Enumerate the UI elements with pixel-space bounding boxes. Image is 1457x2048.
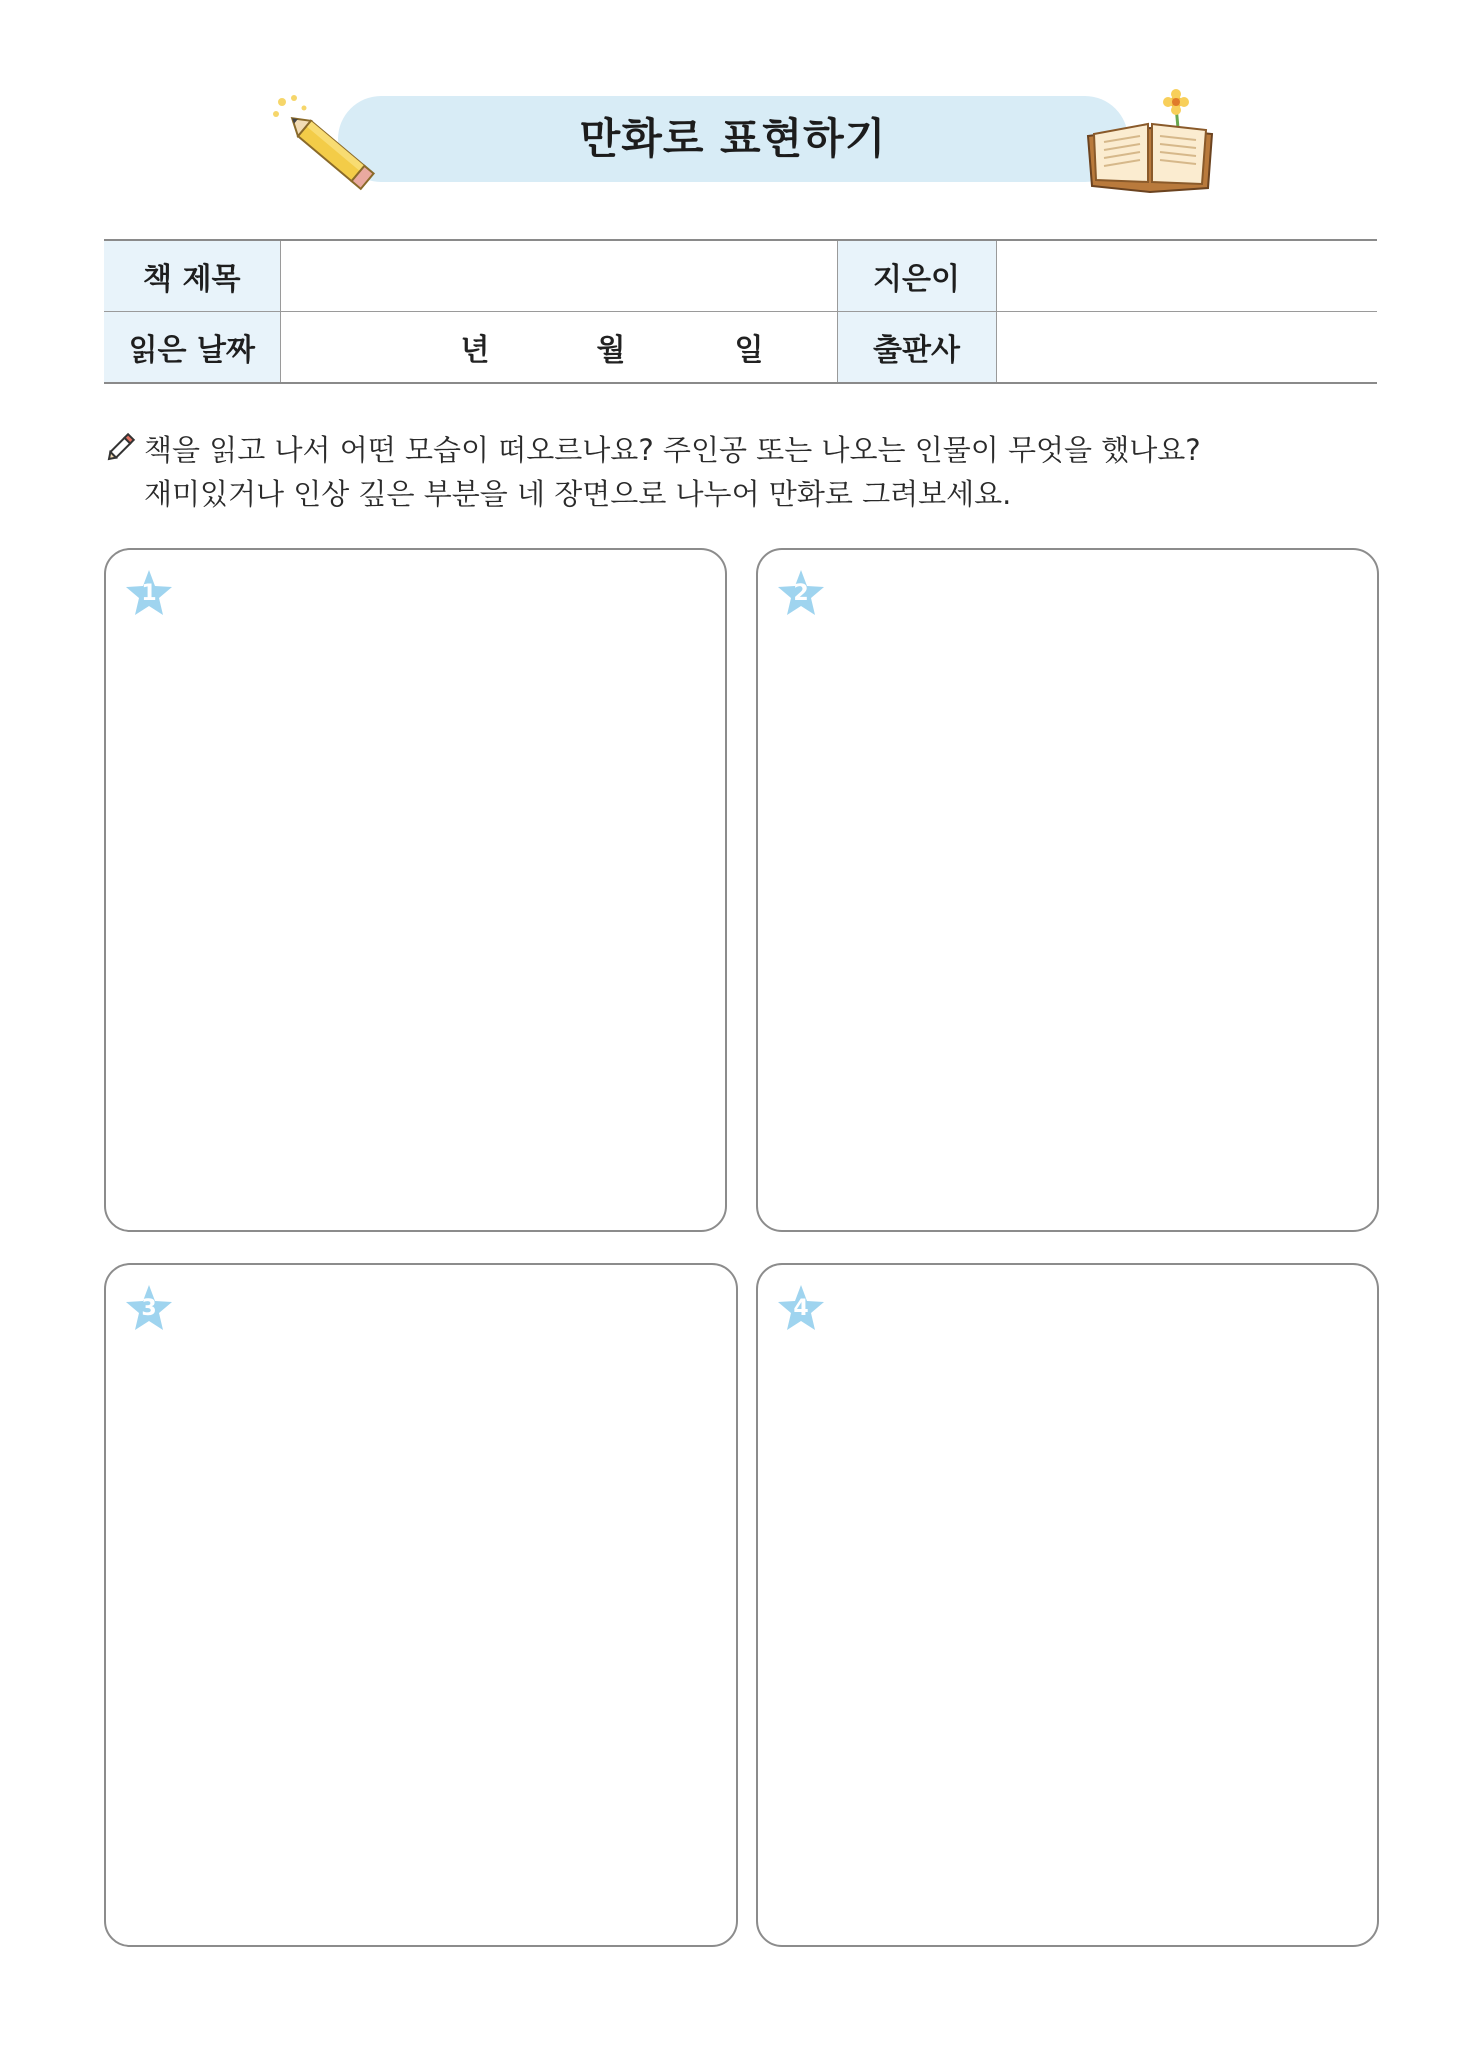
publisher-label: 출판사: [837, 312, 996, 384]
panel-number: 1: [141, 581, 157, 606]
open-book-icon: [1080, 88, 1220, 198]
month-unit: 월: [596, 333, 626, 368]
author-label: 지은이: [837, 240, 996, 312]
panel-number: 3: [141, 1296, 157, 1321]
read-date-label: 읽은 날짜: [104, 312, 280, 384]
comic-panel-4[interactable]: [756, 1263, 1379, 1947]
table-row: [104, 312, 1377, 384]
pencil-icon: [268, 92, 398, 192]
comic-panel-1[interactable]: [104, 548, 727, 1232]
pencil-icon: [104, 430, 138, 464]
panel-number: 2: [793, 581, 809, 606]
day-unit: 일: [734, 333, 764, 368]
panel-number: 4: [793, 1296, 809, 1321]
year-unit: 년: [460, 333, 490, 368]
comic-panel-3[interactable]: [104, 1263, 738, 1947]
book-info-table: [104, 239, 1377, 384]
book-title-field[interactable]: [280, 240, 837, 312]
publisher-field[interactable]: [996, 312, 1377, 384]
page-title: 만화로 표현하기: [579, 114, 887, 163]
book-title-label: 책 제목: [104, 240, 280, 312]
author-field[interactable]: [996, 240, 1377, 312]
table-row: [104, 240, 1377, 312]
instruction-line-2: 재미있거나 인상 깊은 부분을 네 장면으로 나누어 만화로 그려보세요.: [144, 477, 1012, 511]
instruction-line-1: 책을 읽고 나서 어떤 모습이 떠오르나요? 주인공 또는 나오는 인물이 무엇을 했나요?: [144, 433, 1201, 467]
comic-panel-2[interactable]: [756, 548, 1379, 1232]
read-date-field[interactable]: [280, 312, 837, 384]
